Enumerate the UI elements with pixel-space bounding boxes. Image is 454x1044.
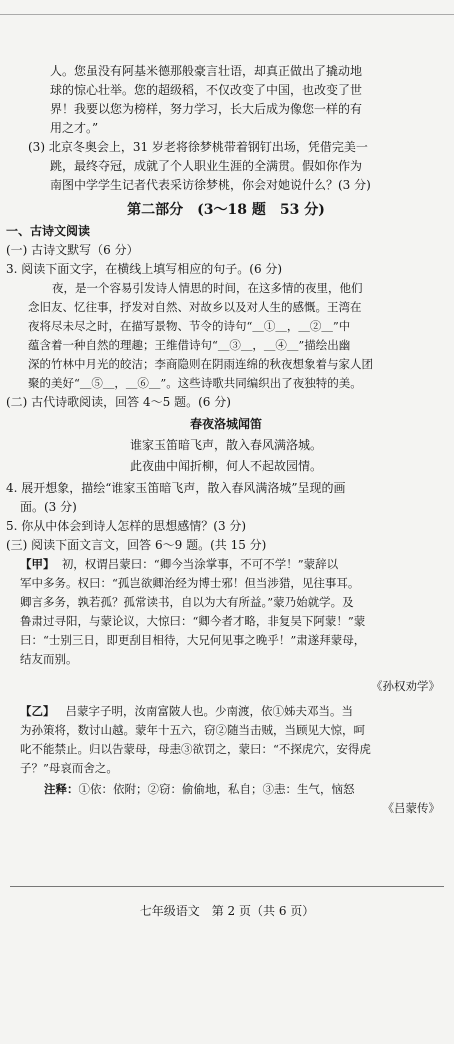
text-line: 为孙策将，数讨山越。蒙年十五六，窃②随当击贼，当顾见大惊，呵 xyxy=(20,723,365,737)
notes-line xyxy=(6,780,446,799)
text-line: 叱不能禁止。归以告蒙母，母恚③欲罚之，蒙曰：“不探虎穴，安得虎 xyxy=(20,742,371,756)
text-line xyxy=(6,702,446,721)
question-5: 5. 你从中体会到诗人怎样的思想感情？(3 分) xyxy=(6,519,247,533)
text-line: 界！我要以您为榜样，努力学习，长大后成为像您一样的有 xyxy=(50,102,363,116)
text-line: 蕴含着一种自然的理趣；王维借诗句“＿③＿，＿④＿”描绘出幽 xyxy=(28,338,351,352)
text-line: 南图中学学生记者代表采访徐梦桃，你会对她说什么？(3 分) xyxy=(50,178,371,192)
question-3-title: 3. 阅读下面文字，在横线上填写相应的句子。(6 分) xyxy=(6,262,283,276)
subsection-heading: (二) 古代诗歌阅读，回答 4～5 题。(6 分) xyxy=(6,395,231,409)
subsection-heading: (三) 阅读下面文言文，回答 6～9 题。(共 15 分) xyxy=(6,538,267,552)
subsection-heading: (一) 古诗文默写（6 分） xyxy=(6,243,139,257)
q2-continuation xyxy=(6,62,446,138)
page-content xyxy=(6,62,446,818)
text-line: 球的惊心壮举。您的超级稻，不仅改变了中国，也改变了世 xyxy=(50,83,363,97)
text-line: 念旧友、忆往事，抒发对自然、对故乡以及对人生的感慨。王湾在 xyxy=(28,300,362,314)
text-line: 聚的美好“＿⑤＿，＿⑥＿”。这些诗歌共同编织出了夜独特的美。 xyxy=(28,376,362,390)
question-2-3 xyxy=(6,138,446,195)
text-line: (3) 北京冬奥会上，31 岁老将徐梦桃带着钢钉出场，凭借完美一 xyxy=(28,140,368,154)
text-line: 用之才。” xyxy=(50,121,99,135)
poem-line: 此夜曲中闻折柳，何人不起故园情。 xyxy=(129,459,322,473)
text-line: 夜将尽未尽之时，在描写景物、节令的诗句“＿①＿，＿②＿”中 xyxy=(28,319,351,333)
question-4: 4. 展开想象，描绘“谁家玉笛暗飞声，散入春风满洛城”呈现的画 xyxy=(6,481,346,495)
passage-label: 【乙】 xyxy=(20,704,55,718)
text-line: 鲁肃过寻阳，与蒙论议，大惊曰：“卿今者才略，非复吴下阿蒙！”蒙 xyxy=(20,614,366,628)
text-line: 子？”母哀而舍之。 xyxy=(20,761,118,775)
source-citation: 《吕蒙传》 xyxy=(382,801,440,815)
part-two-heading: 第二部分 (3～18 题 53 分) xyxy=(127,202,325,218)
text-line: 军中多务。权曰：“孤岂欲卿治经为博士邪！但当涉猎，见往事耳。 xyxy=(20,576,360,590)
notes-label: 注释： xyxy=(44,782,79,796)
text-line: 跳，最终夺冠，成就了个人职业生涯的全满贯。假如你作为 xyxy=(50,159,363,173)
text-span: 初，权谓吕蒙曰：“卿今当涂掌事，不可不学！”蒙辞以 xyxy=(61,557,339,571)
text-line xyxy=(6,555,446,574)
section-heading: 一、古诗文阅读 xyxy=(6,224,91,238)
text-line: 深的竹林中月光的皎洁；李商隐则在阴雨连绵的秋夜想象着与家人团 xyxy=(28,357,373,371)
page-footer: 七年级语文 第 2 页（共 6 页） xyxy=(139,904,315,918)
text-line: 人。您虽没有阿基米德那般豪言壮语，却真正做出了撬动地 xyxy=(50,64,363,78)
top-rule xyxy=(0,14,454,15)
source-citation: 《孙权劝学》 xyxy=(371,679,440,693)
question-3-body xyxy=(6,279,446,393)
poem-line: 谁家玉笛暗飞声，散入春风满洛城。 xyxy=(129,438,322,452)
passage-yi xyxy=(6,702,446,818)
text-span: 吕蒙字子明，汝南富陂人也。少南渡，依①姊夫邓当。当 xyxy=(65,704,353,718)
passage-jia xyxy=(6,555,446,696)
bottom-rule xyxy=(10,886,444,887)
passage-label: 【甲】 xyxy=(20,557,55,571)
text-line: 曰：“士别三日，即更刮目相待，大兄何见事之晚乎！”肃遂拜蒙母， xyxy=(20,633,366,647)
text-line: 结友而别。 xyxy=(20,652,78,666)
question-4-cont: 面。(3 分) xyxy=(20,500,77,514)
notes-text: ①依：依附；②窃：偷偷地，私自；③恚：生气，恼怒 xyxy=(78,782,355,796)
text-line: 卿言多务，孰若孤？孤常读书，自以为大有所益。”蒙乃始就学。及 xyxy=(20,595,354,609)
poem-title: 春夜洛城闻笛 xyxy=(189,417,262,431)
text-line: 夜，是一个容易引发诗人情思的时间，在这多情的夜里，他们 xyxy=(52,281,363,295)
